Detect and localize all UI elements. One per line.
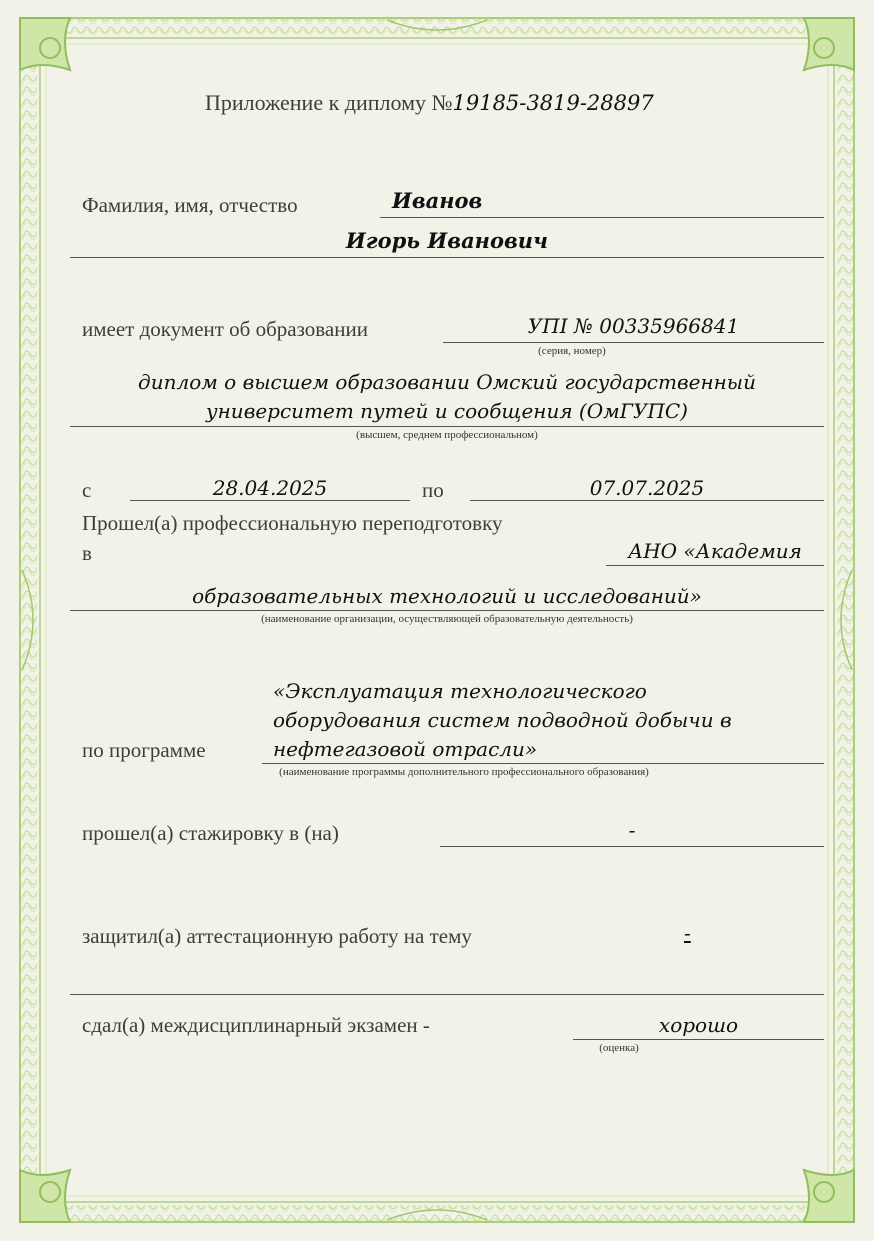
thesis-rule [70,994,824,995]
internship-rule [440,846,824,847]
education-document-number: УПІ № 00335966841 [527,314,740,338]
page-title [205,90,654,116]
education-description-caption: (высшем, среднем профессиональном) [356,429,538,441]
retraining-org-line2: образовательных технологий и исследований» [192,584,702,608]
corner-ornament-bottom-left [20,1170,70,1222]
retraining-org-line1: АНО «Академия [628,539,802,563]
period-from-date: 28.04.2025 [212,476,328,500]
program-line1: «Эксплуатация технологического [273,679,647,703]
retraining-org-rule [70,610,824,611]
program-caption: (наименование программы дополнительного профессионального образования) [279,766,649,778]
education-document-line [443,342,824,343]
education-description-line1: диплом о высшем образовании Омский государственный [138,370,756,394]
diploma-number: 19185-3819-28897 [452,91,654,115]
internship-value: - [628,818,636,842]
program-line3: нефтегазовой отрасли» [273,737,538,761]
retraining-label: Прошел(а) профессиональную переподготовку [82,511,503,535]
period-to-label: по [422,478,444,502]
fio-surname-line [380,217,824,218]
retraining-org-caption: (наименование организации, осуществляющей образовательную деятельность) [261,613,633,625]
retraining-in-label: в [82,541,92,565]
program-line2: оборудования систем подводной добычи в [273,708,732,732]
period-to-line [470,500,824,501]
exam-grade-caption: (оценка) [599,1042,639,1054]
thesis-label: защитил(а) аттестационную работу на тему [82,924,472,948]
corner-ornament-top-right [804,18,854,70]
exam-label: сдал(а) междисциплинарный экзамен - [82,1013,430,1037]
period-to-date: 07.07.2025 [589,476,705,500]
thesis-value: - [684,921,691,945]
corner-ornament-top-left [20,18,70,70]
corner-ornament-bottom-right [804,1170,854,1222]
period-from-line [130,500,410,501]
internship-label: прошел(а) стажировку в (на) [82,821,339,845]
fio-label: Фамилия, имя, отчество [82,193,298,217]
program-rule [262,763,824,764]
title-prefix: Приложение к диплому № [205,90,453,115]
education-description-line2: университет путей и сообщения (ОмГУПС) [206,399,688,423]
retraining-org-line1-rule [606,565,824,566]
fio-name-line [70,257,824,258]
fio-surname: Иванов [392,188,483,213]
exam-grade-rule [573,1039,824,1040]
period-from-label: с [82,478,92,502]
program-label: по программе [82,738,206,762]
education-document-caption: (серия, номер) [538,345,606,357]
exam-grade: хорошо [658,1013,739,1037]
education-label: имеет документ об образовании [82,317,368,341]
fio-name-patronymic: Игорь Иванович [345,228,549,253]
education-description-line [70,426,824,427]
